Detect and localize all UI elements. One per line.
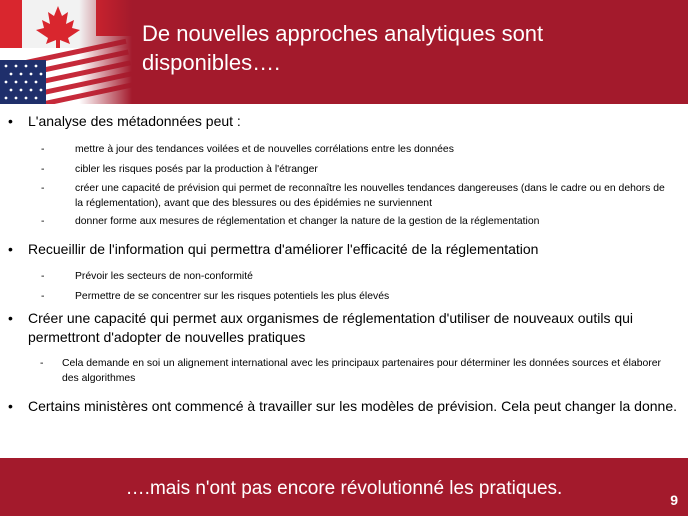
- dash-icon: -: [41, 291, 45, 302]
- sub-item: [41, 269, 675, 284]
- sub-item-text: Permettre de se concentrer sur les risques potentiels les plus élevés: [75, 291, 390, 302]
- bullet-dot-icon: •: [8, 310, 13, 326]
- bullet-text: L'analyse des métadonnées peut :: [28, 113, 241, 129]
- bullet-dot-icon: •: [8, 241, 13, 257]
- slide-title: De nouvelles approches analytiques sont disponibles….: [142, 21, 544, 75]
- sub-item-text: Cela demande en soi un alignement international avec les principaux partenaires pour déterminer les données sources et élaborer des algorithmes: [62, 358, 661, 384]
- canada-us-flags-icon: [0, 0, 132, 104]
- dash-icon: -: [41, 271, 45, 282]
- sub-item-text: cibler les risques posés par la production à l'étranger: [75, 164, 318, 175]
- sub-item: [40, 356, 676, 386]
- dash-icon: -: [40, 358, 44, 369]
- bullet-item: [8, 112, 678, 131]
- sub-item: [41, 289, 675, 304]
- dash-icon: -: [41, 216, 45, 227]
- bullet-text: Recueillir de l'information qui permettra d'améliorer l'efficacité de la réglementation: [28, 241, 539, 257]
- bullet-item: [8, 397, 678, 416]
- sub-item: [41, 181, 675, 211]
- sub-item-text: donner forme aux mesures de réglementation et changer la nature de la gestion de la réglementation: [75, 216, 540, 227]
- page-number: 9: [670, 492, 678, 508]
- sub-item: [41, 214, 675, 229]
- dash-icon: -: [41, 164, 45, 175]
- dash-icon: -: [41, 183, 45, 194]
- sub-item-text: Prévoir les secteurs de non-conformité: [75, 271, 253, 282]
- bullet-item: [8, 240, 678, 259]
- bullet-text: Certains ministères ont commencé à travailler sur les modèles de prévision. Cela peut changer la donne.: [28, 398, 677, 414]
- sub-item: [41, 162, 675, 177]
- sub-item-text: mettre à jour des tendances voilées et de nouvelles corrélations entre les données: [75, 144, 454, 155]
- bullet-text: Créer une capacité qui permet aux organismes de réglementation d'utiliser de nouveaux outils qui permettront d'adopter de nouvelles pratiques: [28, 310, 634, 345]
- dash-icon: -: [41, 144, 45, 155]
- footer-text: ….mais n'ont pas encore révolutionné les pratiques.: [125, 478, 563, 499]
- sub-item: [41, 142, 675, 157]
- bullet-dot-icon: •: [8, 113, 13, 129]
- slide-footer: [0, 458, 688, 516]
- sub-item-text: créer une capacité de prévision qui permet de reconnaître les nouvelles tendances dangereuses (dans le cadre ou en dehors de la réglementation), avant que des blessures ou des épidémies ne surviennent: [75, 183, 665, 209]
- bullet-item: [8, 309, 678, 347]
- slide-header: [0, 0, 688, 104]
- bullet-dot-icon: •: [8, 398, 13, 414]
